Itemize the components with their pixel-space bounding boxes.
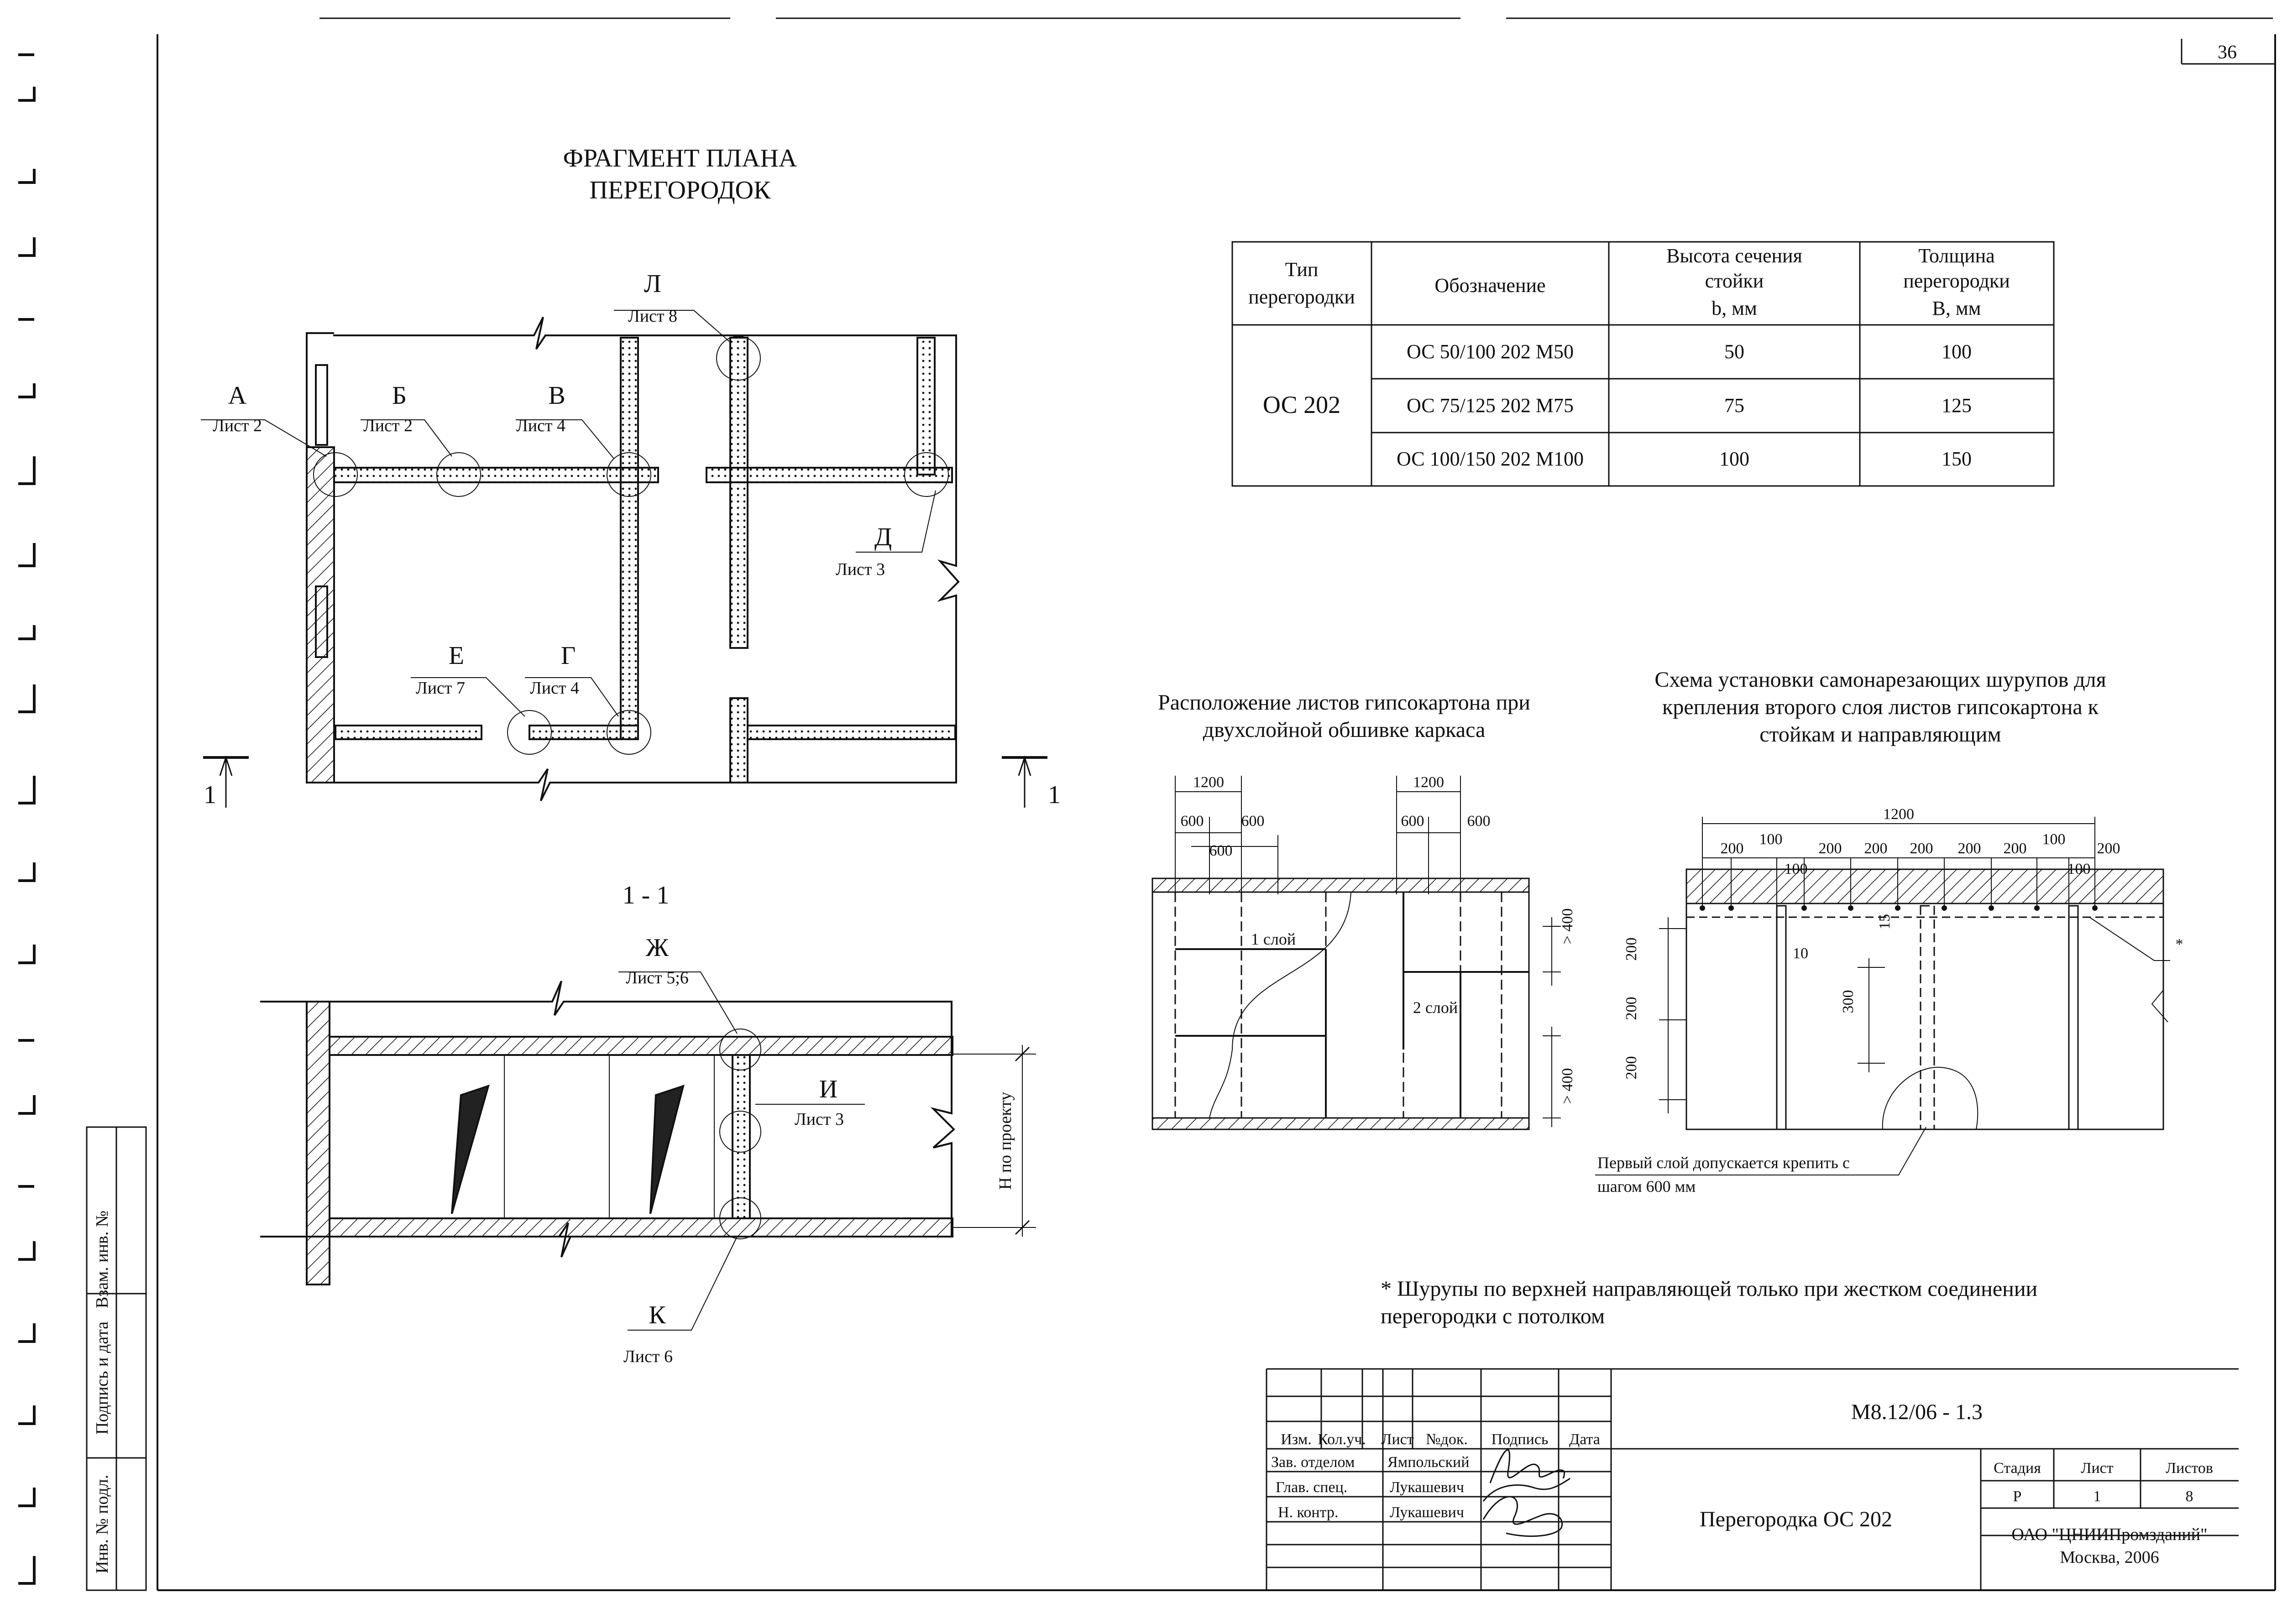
dim-600-b: 600 xyxy=(1241,813,1265,830)
side-stamp-inv-orig: Инв. № подл. xyxy=(93,1474,112,1574)
tb-stage-label: Стадия xyxy=(1994,1460,2041,1477)
callout-k-sheet: Лист 6 xyxy=(623,1347,673,1366)
th-height-1: Высота сечения xyxy=(1666,245,1802,267)
th-type-1: Тип xyxy=(1285,258,1319,281)
th-type-2: перегородки xyxy=(1248,286,1355,308)
callout-e-sheet: Лист 7 xyxy=(415,679,466,698)
screw-dim-v15: 15 xyxy=(1876,914,1893,929)
tb-role-2: Глав. спец. xyxy=(1276,1479,1348,1496)
signatures xyxy=(1483,1450,1570,1536)
dim-1200-left: 1200 xyxy=(1193,774,1224,791)
screw-dim-v200a: 200 xyxy=(1623,937,1640,961)
callout-i-letter: И xyxy=(819,1075,838,1103)
layer2-label: 2 слой xyxy=(1413,998,1458,1017)
layout-title-line2: двухслойной обшивке каркаса xyxy=(1203,718,1486,742)
tb-sheets-label: Листов xyxy=(2166,1460,2213,1477)
th-thickness-3: В, мм xyxy=(1932,297,1981,319)
plan-title-line2: ПЕРЕГОРОДОК xyxy=(589,176,771,204)
tb-name-1: Ямпольский xyxy=(1387,1454,1470,1471)
plan-title-line1: ФРАГМЕНТ ПЛАНА xyxy=(563,144,797,172)
td-row2-B: 125 xyxy=(1942,394,1972,417)
callout-zh-sheet: Лист 5;6 xyxy=(626,968,689,987)
td-row1-designation: ОС 50/100 202 М50 xyxy=(1406,340,1574,363)
section-marker-right: 1 xyxy=(1048,781,1061,809)
callout-k-letter: К xyxy=(649,1301,666,1329)
td-row3-b: 100 xyxy=(1719,448,1749,470)
screw-dim-top-2: 100 xyxy=(1759,831,1783,848)
callout-v-letter: В xyxy=(548,381,565,410)
screw-dim-top-9: 200 xyxy=(2097,840,2120,857)
binding-marks xyxy=(18,55,34,1583)
td-row3-B: 150 xyxy=(1942,448,1972,470)
th-thickness-2: перегородки xyxy=(1903,270,2010,292)
height-label: Н по проекту xyxy=(996,1091,1015,1190)
tb-h-izm: Изм. xyxy=(1281,1431,1312,1448)
screw-title-line1: Схема установки самонарезающих шурупов для xyxy=(1654,668,2106,692)
tb-org-line2: Москва, 2006 xyxy=(2060,1548,2159,1567)
tb-role-1: Зав. отделом xyxy=(1271,1454,1355,1471)
td-row1-b: 50 xyxy=(1724,340,1744,363)
tb-h-ndok: №док. xyxy=(1426,1431,1468,1448)
section-drawing xyxy=(260,972,1036,1330)
side-stamp-sign-date: Подпись и дата xyxy=(93,1321,112,1435)
tb-role-3: Н. контр. xyxy=(1278,1504,1339,1521)
th-thickness-1: Толщина xyxy=(1918,245,1995,267)
tb-h-podpis: Подпись xyxy=(1491,1431,1549,1448)
callout-d-letter: Д xyxy=(874,523,892,551)
screw-dim-top-1: 200 xyxy=(1720,840,1744,857)
screw-dim-top-6: 200 xyxy=(1957,840,1981,857)
section-marker-left: 1 xyxy=(204,781,216,809)
dim-600-d: 600 xyxy=(1401,813,1424,830)
tb-sheets: 8 xyxy=(2185,1488,2193,1505)
th-designation: Обозначение xyxy=(1434,274,1546,297)
callout-a-letter: А xyxy=(228,381,247,410)
side-stamp-inv-swap: Взам. инв. № xyxy=(93,1210,112,1309)
plan-drawing xyxy=(201,310,1047,808)
section-title: 1 - 1 xyxy=(622,881,670,909)
footnote-line2: перегородки с потолком xyxy=(1381,1304,1605,1328)
tb-org-line1: ОАО "ЦНИИПромзданий" xyxy=(2011,1525,2208,1544)
tb-h-kol: Кол.уч. xyxy=(1318,1431,1366,1448)
screw-dim-100b: 100 xyxy=(2067,861,2091,877)
dim-600-e: 600 xyxy=(1467,813,1491,830)
tb-sheet-label: Лист xyxy=(2081,1460,2114,1477)
screw-dim-v300: 300 xyxy=(1840,990,1857,1013)
th-height-3: b, мм xyxy=(1712,297,1757,319)
callout-l-sheet: Лист 8 xyxy=(628,307,678,326)
callout-g-letter: Г xyxy=(560,642,576,670)
layout-drawing xyxy=(1152,776,1561,1129)
layout-title-line1: Расположение листов гипсокартона при xyxy=(1158,690,1530,715)
tb-stage: Р xyxy=(2013,1488,2022,1505)
tb-h-list: Лист xyxy=(1381,1431,1414,1448)
callout-i-sheet: Лист 3 xyxy=(794,1110,844,1129)
screw-dim-v200b: 200 xyxy=(1623,997,1640,1020)
page-number: 36 xyxy=(2218,42,2237,63)
title-block-code: М8.12/06 - 1.3 xyxy=(1851,1400,1983,1424)
tb-name-3: Лукашевич xyxy=(1390,1504,1464,1521)
callout-d-sheet: Лист 3 xyxy=(835,560,885,579)
tb-name-2: Лукашевич xyxy=(1390,1479,1464,1496)
callout-l-letter: Л xyxy=(644,270,661,298)
td-row2-b: 75 xyxy=(1724,394,1744,417)
layer1-label: 1 слой xyxy=(1251,930,1296,948)
screw-star: * xyxy=(2175,936,2183,953)
td-row3-designation: ОС 100/150 202 М100 xyxy=(1396,448,1584,470)
screws-top xyxy=(1700,905,2098,911)
dim-600-c: 600 xyxy=(1209,842,1233,859)
screw-dim-top-7: 200 xyxy=(2003,840,2027,857)
screw-dim-total: 1200 xyxy=(1883,806,1914,823)
footnote-line1: * Шурупы по верхней направляющей только при жестком соединении xyxy=(1381,1277,2038,1301)
callout-g-sheet: Лист 4 xyxy=(529,679,580,698)
screw-note-line2: шагом 600 мм xyxy=(1597,1177,1696,1196)
callout-b-letter: Б xyxy=(392,381,407,410)
dim-400-bottom: > 400 xyxy=(1559,1068,1576,1104)
screw-title-line3: стойкам и направляющим xyxy=(1759,722,2001,747)
callout-zh-letter: Ж xyxy=(645,934,669,962)
screw-title-line2: крепления второго слоя листов гипсокартона к xyxy=(1662,695,2099,719)
td-type: ОС 202 xyxy=(1262,391,1341,418)
screw-dim-top-5: 200 xyxy=(1910,840,1933,857)
callout-v-sheet: Лист 4 xyxy=(516,416,566,435)
screw-dim-v200c: 200 xyxy=(1623,1056,1640,1080)
th-height-2: стойки xyxy=(1705,270,1764,292)
callout-a-sheet: Лист 2 xyxy=(212,416,262,435)
td-row1-B: 100 xyxy=(1942,340,1972,363)
dim-600-a: 600 xyxy=(1180,813,1204,830)
screw-note-line1: Первый слой допускается крепить с xyxy=(1597,1154,1850,1172)
dim-1200-right: 1200 xyxy=(1413,774,1444,791)
title-block-title: Перегородка ОС 202 xyxy=(1700,1507,1892,1531)
td-row2-designation: ОС 75/125 202 М75 xyxy=(1406,394,1574,417)
tb-sheet: 1 xyxy=(2093,1488,2101,1505)
tb-h-data: Дата xyxy=(1569,1431,1600,1448)
screw-dim-top-4: 200 xyxy=(1864,840,1888,857)
screw-dim-100a: 100 xyxy=(1784,861,1808,877)
screw-dim-top-3: 200 xyxy=(1818,840,1842,857)
screw-dim-top-8: 100 xyxy=(2042,831,2066,848)
callout-b-sheet: Лист 2 xyxy=(363,416,413,435)
dim-400-top: > 400 xyxy=(1559,908,1576,945)
callout-e-letter: Е xyxy=(448,642,465,670)
screw-dim-v10: 10 xyxy=(1793,945,1808,962)
